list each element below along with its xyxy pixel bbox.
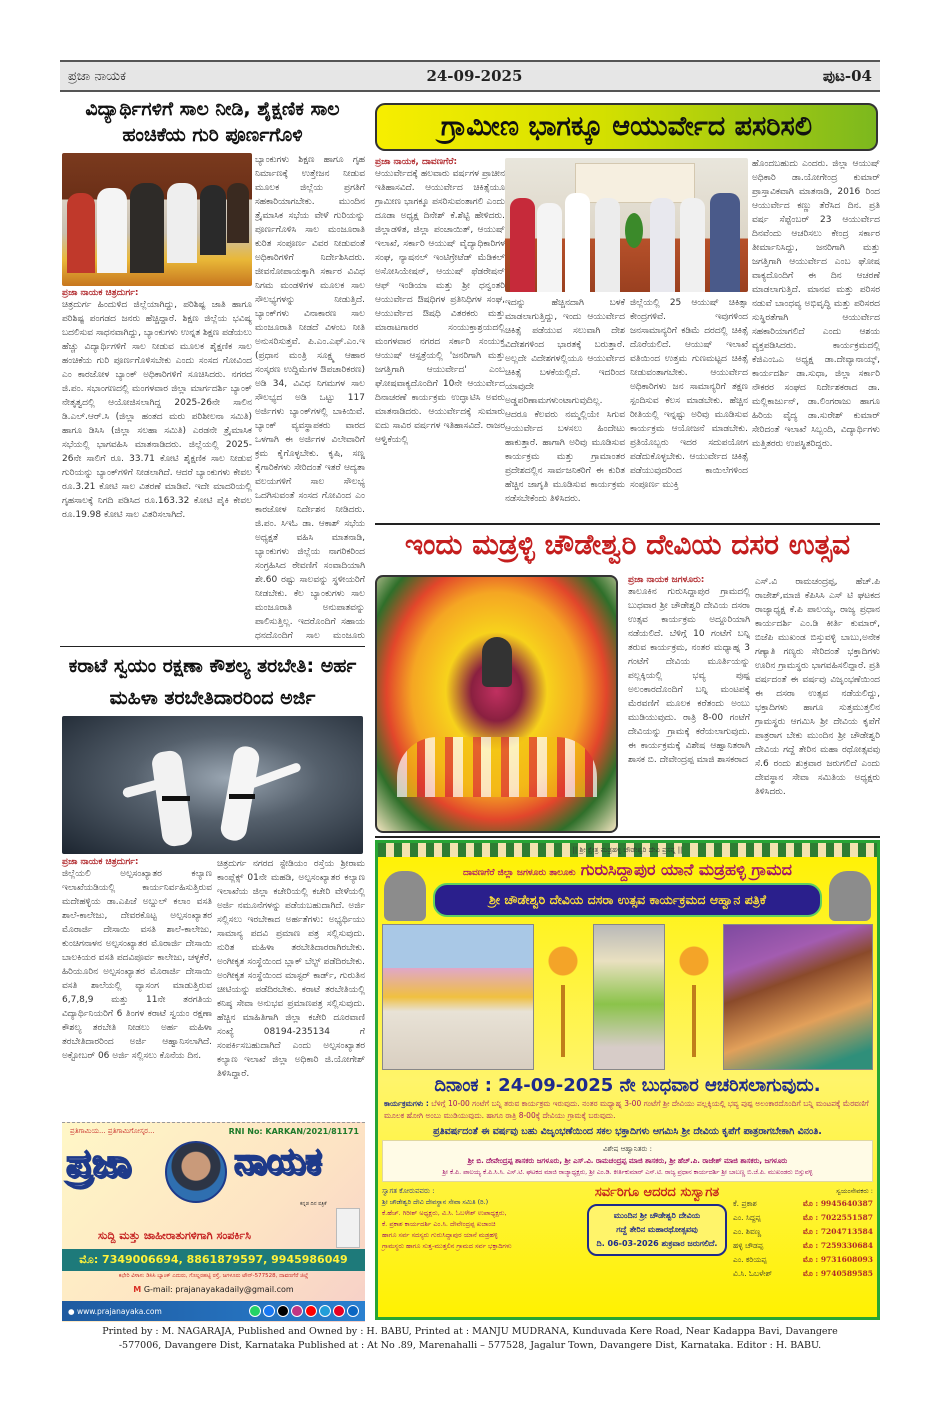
next-event-line: ಗದ್ದೆ ತೇರಿನ ಮಹಾರಥೋತ್ಸವವು xyxy=(616,1225,698,1234)
ad-welcome: ಸರ್ವರಿಗೂ ಆದರದ ಸುಸ್ವಾಗತ xyxy=(594,1185,720,1200)
ad-program-text: ಬೆಳಿಗ್ಗೆ 10-00 ಗಂಟೆಗೆ ಬನ್ನಿ ತರುವ ಕಾರ್ಯಕ್ರಮ ಇರುವುದು. ನಂತರ ಮಧ್ಯಾಹ್ನ 3-00 ಗಂಟೆಗೆ ಶ್ರೀ ದೇವಿಯು ಪಲ್ಲಕ್ಕಿಯಲ್ಲಿ ಭವ್ಯ ಪುಷ್ಪ ಅಲಂಕಾರದೊಂದಿಗೆ ಬನ್ನಿ ಮಂಟಪಕ್ಕೆ ಮೆರವಣಿಗೆ ಮೂಲಕ ಹೋಗಿ ಅಂಬು ಮುಡಿಯುವುದು. ಹಾಗೂ ರಾತ್ರಿ 8-00ಕ್ಕೆ ದೇವಿಯು ಗ್ರಾಮಕ್ಕೆ ಬರುವುದು. xyxy=(384,1099,869,1120)
article-ayurveda-col4: ಹೊಂದಬಹುದು ಎಂದರು. ಜಿಲ್ಲಾ ಆಯುಷ್ ಅಧಿಕಾರಿ ಡಾ.ಯೋಗೇಂದ್ರ ಕುಮಾರ್ ಪ್ರಾಸ್ತಾವಿಕವಾಗಿ ಮಾತನಾಡಿ, 2016 ರಿಂದ ಆಯುರ್ವೇದ ಕಣ್ಣು ತೆರೆಸಿದ ದಿನ. ಪ್ರತಿ ವರ್ಷ ಸೆಪ್ಟೆಂಬರ್ 23 ಆಯುರ್ವೇದ ದಿನವೆಂದು ಆಚರಿಸಲು ಕೇಂದ್ರ ಸರ್ಕಾರ ತೀರ್ಮಾನಿಸಿದ್ದು, ಜನರಿಗಾಗಿ ಮತ್ತು ಜಗತ್ತಿಗಾಗಿ ಆಯುರ್ವೇದ ಎಂಬ ಘೋಷ ವಾಕ್ಯದೊಂದಿಗೆ ಈ ದಿನ ಆಚರಣೆ ಮಾಡಲಾಗುತ್ತಿದೆ. ಮಾನವ ಮತ್ತು ಪರಿಸರ ನಡುವೆ ಬಾಂಧವ್ಯ ಅಭಿವೃದ್ಧಿ ಮತ್ತು ಪರಿಸರದ ಸುಸ್ಥಿರತೆಗಾಗಿ ಆಯುರ್ವೇದ ಸಹಕಾರಿಯಾಗಲಿದೆ ಎಂದು ಆಶಯ ವ್ಯಕ್ತಪಡಿಸಿದರು. ಕಾರ್ಯಕ್ರಮದಲ್ಲಿ ಕೆಜಿಎಂಒಎ ಅಧ್ಯಕ್ಷ ಡಾ.ದೇವ್ಯಾನಾಯ್ಕ್, ಕಾರ್ಯದರ್ಶಿ ಡಾ.ಸುಧಾ, ಜಿಲ್ಲಾ ಸರ್ಕಾರಿ ನೌಕರರ ಸಂಘದ ನಿರ್ದೇಶಕರಾದ ಡಾ. ಮಲ್ಲಿಕಾರ್ಜುನ್, ಡಾ.ಲಿಂಗರಾಜು ಹಾಗೂ ಹಿರಿಯ ವೈದ್ಯ ಡಾ.ಸುರೇಶ್ ಕುಮಾರ್ ಸೇರಿದಂತೆ ಇಲಾಖೆ ಸಿಬ್ಬಂದಿ, ವಿದ್ಯಾರ್ಥಿಗಳು ಮತ್ತಿತರರು ಉಪಸ್ಥಿತರಿದ್ದರು. xyxy=(752,159,880,449)
contact-row xyxy=(733,1267,873,1281)
section-divider xyxy=(60,646,365,647)
ad-rni: RNI No: KARKAN/2021/81171 xyxy=(228,1127,359,1136)
contact-phone: ಮೊ : 9731608093 xyxy=(802,1255,873,1264)
next-event-line: ಮುಂದಿನ ಶ್ರೀ ಚೌಡೇಶ್ವರಿ ದೇವಿಯ xyxy=(613,1211,701,1220)
ad-bottom xyxy=(378,1185,877,1281)
headline-text: ಗ್ರಾಮೀಣ ಭಾಗಕ್ಕೂ ಆಯುರ್ವೇದ ಪಸರಿಸಲಿ xyxy=(440,111,813,142)
ad-title xyxy=(433,883,822,917)
ad-website-bar xyxy=(62,1301,365,1321)
gmail-icon: M xyxy=(133,1285,142,1294)
social-icons xyxy=(249,1305,359,1317)
facebook-icon[interactable] xyxy=(263,1305,275,1317)
ad-contact-prompt: ಸುದ್ದಿ ಮತ್ತು ಜಾಹೀರಾತುಗಳಿಗಾಗಿ ಸಂಪರ್ಕಿಸಿ xyxy=(98,1229,251,1242)
karate-photo xyxy=(62,716,363,854)
byline: ಪ್ರಜಾ ನಾಯಕ, ದಾವಣಗೆರೆ: xyxy=(375,157,458,167)
contact-name: ಎಂ. ಸಿದ್ದಪ್ಪ xyxy=(733,1213,761,1222)
article-dasara-col1-wrap xyxy=(628,575,750,830)
page-number: ಪುಟ-04 xyxy=(822,67,872,85)
ad-blessing: || ಶ್ರೀ ಕ್ಷೇತ್ರ ಮಡ್ರಹಳ್ಳಿ ಚೌಡೇಶ್ವರಿ ದೇವಿ ಪ್ರಸನ್ನ || xyxy=(378,843,877,857)
contact-row xyxy=(733,1225,873,1239)
ad-hosts-label: ಸ್ವಾಗತ ಕೋರುವವರು : xyxy=(382,1187,435,1195)
ad-location xyxy=(378,860,877,880)
contact-name: ಕೆ. ಪ್ರಕಾಶ xyxy=(733,1199,757,1208)
ambedkar-portrait xyxy=(165,1141,227,1203)
article-loan-col1: ಚಿತ್ರದುರ್ಗ ಹಿಂದುಳಿದ ಜಿಲ್ಲೆಯಾಗಿದ್ದು, ಪರಿಶಿಷ್ಟ ಜಾತಿ ಹಾಗೂ ಪರಿಶಿಷ್ಟ ಪಂಗಡದ ಜನರು ಹೆಚ್ಚಿದ್ದಾರೆ. ಶಿಕ್ಷಣ ಜಿಲ್ಲೆಯ ಭವಿಷ್ಯ ಬದಲಿಸುವ ಸಾಧನವಾಗಿದ್ದು, ಬ್ಯಾಂಕುಗಳು ಉನ್ನತ ಶಿಕ್ಷಣ ಪಡೆಯಲು ಹೆಚ್ಚು ವಿದ್ಯಾರ್ಥಿಗಳಿಗೆ ಸಾಲ ನೀಡುವ ಮೂಲಕ ಶೈಕ್ಷಣಿಕ ಸಾಲ ಹಂಚಿಕೆಯ ಗುರಿ ಪೂರ್ಣಗೊಳಿಸಬೇಕು ಎಂದು ಸಂಸದ ಗೋವಿಂದ ಎಂ ಕಾರಜೋಳ ಬ್ಯಾಂಕ್ ಅಧಿಕಾರಿಗಳಿಗೆ ಸೂಚಿಸಿದರು. ನಗರದ ಜಿ.ಪಂ. ಸಭಾಂಗಣದಲ್ಲಿ ಮಂಗಳವಾರ ಜಿಲ್ಲಾ ಮಾರ್ಗದರ್ಶಿ ಬ್ಯಾಂಕ್ ನೇತೃತ್ವದಲ್ಲಿ ಆಯೋಜಿಸಲಾಗಿದ್ದ 2025-26ನೇ ಸಾಲಿನ ಡಿ.ಎಲ್.ಆರ್.ಸಿ (ಜಿಲ್ಲಾ ಹಂತದ ಮರು ಪರಿಶೀಲನಾ ಸಮಿತಿ) ಹಾಗೂ ಡಿಸಿಸಿ (ಜಿಲ್ಲಾ ಸಲಹಾ ಸಮಿತಿ) ಎರಡನೇ ತ್ರೈಮಾಸಿಕ ಸಭೆಯಲ್ಲಿ ಭಾಗವಹಿಸಿ ಮಾತನಾಡಿದರು. ಜಿಲ್ಲೆಯಲ್ಲಿ 2025-26ನೇ ಸಾಲಿಗೆ ರೂ. 33.71 ಕೋಟಿ ಶೈಕ್ಷಣಿಕ ಸಾಲ ನೀಡುವ ಗುರಿಯನ್ನು ಬ್ಯಾಂಕ್‌ಗಳಿಗೆ ನೀಡಲಾಗಿದೆ. ಆದರೆ ಬ್ಯಾಂಕುಗಳು ಕೇವಲ ರೂ.3.21 ಕೋಟಿ ಸಾಲ ವಿತರಣೆ ಮಾಡಿವೆ. ಇದೇ ಮಾದರಿಯಲ್ಲಿ ಗೃಹಸಾಲಕ್ಕೆ ನಿಗದಿ ಪಡಿಸಿದ ರೂ.163.32 ಕೋಟಿ ಪೈಕಿ ಕೇವಲ ರೂ.19.98 ಕೋಟಿ ಸಾಲ ವಿತರಿಸಲಾಗಿದೆ. xyxy=(62,300,252,520)
ayurveda-event-photo xyxy=(505,158,748,292)
imprint-line2: -577006, Davangere Dist, Karnataka Published at : At No .89, Marenahalli – 577528, Jagalur Town, Davangere Dist, Karnataka. Editor : H. BABU. xyxy=(118,1340,822,1351)
website-link[interactable] xyxy=(68,1307,162,1316)
next-event-line: ದಿ. 06-03-2026 ಶುಕ್ರವಾರ ಜರುಗಲಿದೆ. xyxy=(596,1239,718,1248)
ad-date-line: ದಿನಾಂಕ : 24-09-2025 ನೇ ಬುಧವಾರ ಆಚರಿಸಲಾಗುವುದು. xyxy=(434,1075,821,1096)
meeting-photo xyxy=(62,153,252,286)
ad-location-small: ದಾವಣಗೆರೆ ಜಿಲ್ಲಾ ಜಗಳೂರು ತಾಲೂಕು xyxy=(463,868,576,878)
article-dasara-col1: ತಾಲೂಕಿನ ಗುರುಸಿದ್ದಾಪುರ ಗ್ರಾಮದಲ್ಲಿ ಬುಧವಾರ ಶ್ರೀ ಚೌಡೇಶ್ವರಿ ದೇವಿಯ ದಸರಾ ಉತ್ಸವ ಕಾರ್ಯಕ್ರಮ ಅದ್ದೂರಿಯಾಗಿ ನಡೆಯಲಿದೆ. ಬೆಳಿಗ್ಗೆ 10 ಗಂಟೆಗೆ ಬನ್ನಿ ತರುವ ಕಾರ್ಯಕ್ರಮ, ನಂತರ ಮಧ್ಯಾಹ್ನ 3 ಗಂಟೆಗೆ ದೇವಿಯ ಮೂರ್ತಿಯನ್ನು ಪಲ್ಲಕ್ಕಿಯಲ್ಲಿ ಭವ್ಯ ಪುಷ್ಪ ಅಲಂಕಾರದೊಂದಿಗೆ ಬನ್ನಿ ಮಂಟಪಕ್ಕೆ ಮೆರವಣಿಗೆ ಮೂಲಕ ಕರೆತಂದು ಅಂಬು ಮುಡಿಯುವುದು. ರಾತ್ರಿ 8-00 ಗಂಟೆಗೆ ದೇವಿಯನ್ನು ಗ್ರಾಮಕ್ಕೆ ಕರೆಯಲಾಗುವುದು. ಈ ಕಾರ್ಯಕ್ರಮಕ್ಕೆ ವಿಶೇಷ ಆಹ್ವಾನಿತರಾಗಿ ಶಾಸಕ ಬಿ. ದೇವೇಂದ್ರಪ್ಪ ಮಾಜಿ ಶಾಸಕರಾದ xyxy=(628,587,750,765)
ad-program xyxy=(378,1096,877,1124)
masthead xyxy=(60,60,880,92)
contact-name: ಎಂ. ಶಿವಣ್ಣ xyxy=(733,1227,762,1236)
contact-phone: ಮೊ : 7204713584 xyxy=(802,1227,873,1236)
host-line: ಕೆ.ಹೆಚ್. ಗಿರೀಶ್ ಅಧ್ಯಕ್ಷರು, ವಿ.ಸಿ. ಓಬಳೇಶ್ ಉಪಾಧ್ಯಕ್ಷರು, xyxy=(382,1209,507,1217)
dasara-invitation-ad xyxy=(375,840,880,1320)
article-dasara-col2: ಎಸ್.ವಿ ರಾಮಚಂದ್ರಪ್ಪ, ಹೆಚ್.ಪಿ ರಾಜೇಶ್,ಮಾಜಿ ಕೆಪಿಸಿಸಿ ಎಸ್ ಟಿ ಘಟಕದ ರಾಜ್ಯಾಧ್ಯಕ್ಷ ಕೆ.ಪಿ ಪಾಲಯ್ಯ, ರಾಜ್ಯ ಪ್ರಧಾನ ಕಾರ್ಯದರ್ಶಿ ಎಂ.ಡಿ ಕೀರ್ತಿ ಕುಮಾರ್, ಬಿಜೆಪಿ ಮುಖಂಡ ಬಿಸ್ತುವಳ್ಳಿ ಬಾಬು,ಅನೇಕ ಗಣ್ಯಾತಿ ಗಣ್ಯರು ಸೇರಿದಂತೆ ಭಕ್ತಾದಿಗಳು ಊರಿನ ಗ್ರಾಮಸ್ಥರು ಭಾಗವಹಿಸಲಿದ್ದಾರೆ. ಪ್ರತಿ ವರ್ಷದಂತೆ ಈ ವರ್ಷವು ವಿಜೃಂಭಣೆಯಿಂದ ಈ ದಸರಾ ಉತ್ಸವ ನಡೆಯಲಿದ್ದು, ಭಕ್ತಾದಿಗಳು ಹಾಗೂ ಸುತ್ತಮುತ್ತಲಿನ ಗ್ರಾಮಸ್ಥರು ಆಗಮಿಸಿ ಶ್ರೀ ದೇವಿಯ ಕೃಪೆಗೆ ಪಾತ್ರರಾಗ ಬೇಕು ಮುಂದಿನ ಶ್ರೀ ಚೌಡೇಶ್ವರಿ ದೇವಿಯ ಗದ್ದೆ ತೇರಿನ ಮಹಾ ರಥೋತ್ಸವವು ಸೆ.6 ರಂದು ಶುಕ್ರವಾರ ಜರುಗಲಿದೆ ಎಂದು ದೇವಸ್ಥಾನ ಸೇವಾ ಸಮಿತಿಯ ಅಧ್ಯಕ್ಷರು ತಿಳಿಸಿದರು. xyxy=(755,577,880,797)
ad-next-event xyxy=(587,1204,727,1256)
ad-sub-logo: ಕನ್ನಡ ದಿನ ಪತ್ರಿಕೆ xyxy=(300,1201,327,1207)
ad-tagline: ಪ್ರತಿಗಾಮಿಯ... ಪ್ರತಿಗಾಮಿಗೋಸ್ಕರ... xyxy=(70,1127,155,1135)
ad-email-text[interactable]: G-mail: prajanayakadaily@gmail.com xyxy=(143,1285,294,1294)
ad-address: ಕಛೇರಿ ವಿಳಾಸ: ಡಿಸಿಸಿ ಬ್ಯಾಂಕ್ ಎದುರು, ಗೊಲ್ಲರಹಟ್ಟಿ ರಸ್ತೆ, ಜಗಳೂರು ಟೌನ್-577528, ದಾವಣಗೆರೆ ಜಿಲ್ಲೆ xyxy=(118,1273,309,1279)
article-dasara-headline: ಇಂದು ಮಡ್ರಳ್ಳಿ ಚೌಡೇಶ್ವರಿ ದೇವಿಯ ದಸರ ಉತ್ಸವ xyxy=(404,528,851,561)
tree-shrine-photo xyxy=(723,924,873,1070)
contact-phone: ಮೊ : 9945640387 xyxy=(802,1199,873,1208)
linkedin-icon[interactable] xyxy=(347,1305,359,1317)
contact-row xyxy=(733,1253,873,1267)
ad-hosts xyxy=(382,1185,587,1281)
issue-date: 24-09-2025 xyxy=(426,67,523,85)
article-loan-body xyxy=(62,288,252,638)
deity-photo xyxy=(375,575,618,833)
whatsapp-icon[interactable] xyxy=(249,1305,261,1317)
ad-location-big: ಗುರುಸಿದ್ದಾಪುರ ಯಾನೆ ಮಡ್ರಹಳ್ಳಿ ಗ್ರಾಮದ xyxy=(580,860,792,879)
logo-left: ಪ್ರಜಾ xyxy=(66,1141,131,1185)
ad-program-label: ಕಾರ್ಯಕ್ರಮಗಳು : xyxy=(384,1099,429,1108)
host-line: ಶ್ರೀ ಚೌಡೇಶ್ವರಿ ದೇವಿ ದೇವಸ್ಥಾನ ಸೇವಾ ಸಮಿತಿ (ರಿ.) xyxy=(382,1198,489,1206)
article-loan xyxy=(60,96,365,148)
contact-row xyxy=(733,1239,873,1253)
ad-appeal: ಪ್ರತಿವರ್ಷದಂತೆ ಈ ವರ್ಷವು ಬಹು ವಿಜೃಂಭಣೆಯಿಂದ ಸಕಲ ಭಕ್ತಾದಿಗಳು ಆಗಮಿಸಿ ಶ್ರೀ ದೇವಿಯ ಕೃಪೆಗೆ ಪಾತ್ರರಾಗಬೇಕಾಗಿ ವಿನಂತಿ. xyxy=(433,1126,822,1137)
imprint-line1: Printed by : M. NAGARAJA, Published and Owned by : H. BABU, Printed at : MANJU MUDRANA, Kunduvada Kere Road, Near Kadappa Bavi, Davangere xyxy=(102,1326,838,1337)
contact-name: ವಿ.ಸಿ. ಓಬಳೇಶ್ xyxy=(733,1269,773,1278)
article-karate-headline: ಕರಾಟೆ ಸ್ವಯಂ ರಕ್ಷಣಾ ಕೌಶಲ್ಯ ತರಬೇತಿ: ಅರ್ಹ ಮಹಿಳಾ ತರಬೇತಿದಾರರಿಂದ ಅರ್ಜಿ xyxy=(68,655,357,709)
article-ayurveda-headline xyxy=(375,103,878,151)
host-line: ಕೆ. ಪ್ರಕಾಶ ಕಾರ್ಯದರ್ಶಿ ಎಂ.ಸಿ. ದೇವೇಂದ್ರಪ್ಪ ಖಜಾಂಚಿ xyxy=(382,1220,496,1228)
article-ayurveda-col1: ಆಯುರ್ವೇದಕ್ಕೆ ಹಲವಾರು ವರ್ಷಗಳ ಪ್ರಾಚೀನ ಇತಿಹಾಸವಿದೆ. ಆಯುರ್ವೇದ ಚಿಕಿತ್ಸೆಯೂ ಗ್ರಾಮೀಣ ಭಾಗಕ್ಕೂ ಪಸರಿಸುವಂತಾಗಲಿ ಎಂದು ದೂಡಾ ಅಧ್ಯಕ್ಷ ದಿನೇಶ್ ಕೆ.ಶೆಟ್ಟಿ ಹೇಳಿದರು. ಜಿಲ್ಲಾಡಳಿತ, ಜಿಲ್ಲಾ ಪಂಚಾಯಿತ್, ಆಯುಷ್ ಇಲಾಖೆ, ಸರ್ಕಾರಿ ಆಯುಷ್ ವೈದ್ಯಾಧಿಕಾರಿಗಳ ಸಂಘ, ನ್ಯಾಷನಲ್ ಇಂಟಿಗ್ರೇಟೆಡ್ ಮೆಡಿಕಲ್ ಅಸೋಸಿಯೇಷನ್, ಆಯುಷ್ ಫೆಡರೇಷನ್ ಆಫ್ ಇಂಡಿಯಾ ಮತ್ತು ಶ್ರೀ ಧನ್ವಂತರಿ ಆಯುರ್ವೇದ ಔಷಧಿಗಳ ಪ್ರತಿನಿಧಿಗಳ ಸಂಘ, ಆಯುರ್ವೇದ ಔಷಧಿ ವಿತರಕರು ಮತ್ತು ಮಾರಾಟಗಾರರ ಸಂಯುಕ್ತಾಶ್ರಯದಲ್ಲಿ ಮಂಗಳವಾರ ನಗರದ ಸರ್ಕಾರಿ ಸಂಯುಕ್ತ ಆಯುಷ್ ಆಸ್ಪತ್ರೆಯಲ್ಲಿ 'ಜನರಿಗಾಗಿ ಮತ್ತು ಜಗತ್ತಿಗಾಗಿ ಆಯುರ್ವೇದ' ಎಂಬ ಘೋಷವಾಕ್ಯದೊಂದಿಗೆ 10ನೇ ಆಯುರ್ವೇದ ದಿನಾಚರಣೆ ಕಾರ್ಯಕ್ರಮ ಉದ್ಘಾಟಿಸಿ ಅವರು ಮಾತನಾಡಿದರು. ಆಯುರ್ವೇದಕ್ಕೆ ಸುಮಾರು ಐದು ಸಾವಿರ ವರ್ಷಗಳ ಇತಿಹಾಸವಿದೆ. ರಾಜರ ಆಳ್ವಿಕೆಯಲ್ಲಿ xyxy=(375,169,505,445)
contact-phone: ಮೊ : 7259330684 xyxy=(802,1241,873,1250)
ad-contacts-list xyxy=(733,1197,873,1281)
youtube-icon[interactable] xyxy=(305,1305,317,1317)
instagram-icon[interactable] xyxy=(291,1305,303,1317)
contact-row xyxy=(733,1211,873,1225)
article-ayurveda-col3: ಜಿಲ್ಲೆಯಲ್ಲಿ 25 ಆಯುಷ್ ಚಿಕಿತ್ಸಾ ಕೇಂದ್ರಗಳಿವೆ. ಇವುಗಳಿಂದ ಜನಸಾಮಾನ್ಯರಿಗೆ ಕಡಿಮೆ ದರದಲ್ಲಿ ಚಿಕಿತ್ಸೆ ದೊರೆಯಲಿದೆ. ಆಯುಷ್ ಇಲಾಖೆ ವತಿಯಿಂದ ಉತ್ತಮ ಗುಣಮಟ್ಟದ ಚಿಕಿತ್ಸೆ ನೀಡುವಂತಾಗಬೇಕು. ಆಯುರ್ವೇದ ಅಧಿಕಾರಿಗಳು ಜನ ಸಾಮಾನ್ಯರಿಗೆ ತಕ್ಷಣ ಸ್ಪಂದಿಸುವ ಕೆಲಸ ಮಾಡಬೇಕು. ಹೆಚ್ಚಿನ ರೀತಿಯಲ್ಲಿ ಇನ್ನಷ್ಟು ಅರಿವು ಮೂಡಿಸುವ ಕಾರ್ಯಕ್ರಮ ಆಯೋಜನೆ ಮಾಡಬೇಕು. ಪ್ರತಿಯೊಬ್ಬರು ಇದರ ಸದುಪಯೋಗ ಪಡೆದುಕೊಳ್ಳಬೇಕು. ಆಯುರ್ವೇದ ಚಿಕಿತ್ಸೆ ಪಡೆಯುವುದರಿಂದ ಕಾಯಿಲೆಗಳಿಂದ ಸಂಪೂರ್ಣ ಮುಕ್ತಿ xyxy=(630,298,748,490)
article-karate-col2: ಚಿತ್ರದುರ್ಗ ನಗರದ ಸ್ಟೇಡಿಯಂ ರಸ್ತೆಯ ಶ್ರೀರಾಮ ಕಾಂಪ್ಲೆಕ್ಸ್ 01ನೇ ಮಹಡಿ, ಅಲ್ಪಸಂಖ್ಯಾತರ ಕಲ್ಯಾಣ ಇಲಾಖೆಯ ಜಿಲ್ಲಾ ಕಚೇರಿಯಲ್ಲಿ ಕಚೇರಿ ವೇಳೆಯಲ್ಲಿ ಅರ್ಜಿ ನಮೂನೆಗಳನ್ನು ಪಡೆಯಬಹುದಾಗಿದೆ. ಅರ್ಜಿ ಸಲ್ಲಿಸಲು ಇರಬೇಕಾದ ಅರ್ಹತೆಗಳು: ಅಭ್ಯರ್ಥಿಯು ಸಾಮಾನ್ಯ ಪದವಿ ಪ್ರಮಾಣ ಪತ್ರ ಸಲ್ಲಿಸುವುದು. ನುರಿತ ಮಹಿಳಾ ತರಬೇತಿದಾರರಾಗಿರಬೇಕು. ಅಂಗೀಕೃತ ಸಂಸ್ಥೆಯಿಂದ ಬ್ಲಾಕ್ ಬೆಲ್ಟ್ ಪಡೆದಿರಬೇಕು. ಅಂಗೀಕೃತ ಸಂಸ್ಥೆಯಿಂದ ಮಾಸ್ಟರ್ ಕಾರ್ಡ್, ಗುರುತಿನ ಚೀಟಿಯನ್ನು ಪಡೆದಿರಬೇಕು. ಕರಾಟೆ ತರಬೇತಿಯಲ್ಲಿ ಕನಿಷ್ಠ ಸೇವಾ ಅನುಭವ ಪ್ರಮಾಣಪತ್ರ ಸಲ್ಲಿಸುವುದು. ಹೆಚ್ಚಿನ ಮಾಹಿತಿಗಾಗಿ ಜಿಲ್ಲಾ ಕಚೇರಿ ದೂರವಾಣಿ ಸಂಖ್ಯೆ 08194-235134 ಗೆ ಸಂಪರ್ಕಿಸಬಹುದಾಗಿದೆ ಎಂದು ಅಲ್ಪಸಂಖ್ಯಾತರ ಕಲ್ಯಾಣ ಇಲಾಖೆ ಜಿಲ್ಲಾ ಅಧಿಕಾರಿ ಜಿ.ಯೋಗೇಶ್ ತಿಳಿಸಿದ್ದಾರೆ. xyxy=(217,859,365,1079)
section-divider xyxy=(375,836,880,838)
ad-photos xyxy=(382,923,873,1071)
pinterest-icon[interactable] xyxy=(333,1305,345,1317)
article-ayurveda-col2: ಇದನ್ನು ಹೆಚ್ಚಿನದಾಗಿ ಬಳಕೆ ಮಾಡಲಾಗುತ್ತಿದ್ದು, ಇಂದು ಆಯುರ್ವೇದ ಚಿಕಿತ್ಸೆ ಪಡೆಯುವ ಸಲುವಾಗಿ ದೇಶ ವಿದೇಶಗಳಿಂದ ಭಾರತಕ್ಕೆ ಬರುತ್ತಾರೆ. ಅಲ್ಲದೇ ವಿದೇಶಗಳಲ್ಲಿಯೂ ಆಯುರ್ವೇದ ಚಿಕಿತ್ಸೆ ಬಳಕೆಯಲ್ಲಿದೆ. ಇದರಿಂದ ಯಾವುದೇ ಅಡ್ಡಪರಿಣಾಮಗಳುಂಟಾಗುವುದಿಲ್ಲ. ಆದರೂ ಕೆಲವರು ನಮ್ಮಲ್ಲಿಯೇ ಸಿಗುವ ಆಯುರ್ವೇದ ಬಳಸಲು ಹಿಂದೇಟು ಹಾಕುತ್ತಾರೆ. ಹಾಗಾಗಿ ಅರಿವು ಮೂಡಿಸುವ ಕಾರ್ಯಕ್ರಮ ಮತ್ತು ಗ್ರಾಮಾಂತರ ಪ್ರದೇಶದಲ್ಲಿನ ಸಾರ್ವಜನಿಕರಿಗೆ ಈ ಕುರಿತ ಹೆಚ್ಚಿನ ಜಾಗೃತಿ ಮೂಡಿಸುವ ಕಾರ್ಯಕ್ರಮ ನಡೆಸಬೇಕೆಂದು ತಿಳಿಸಿದರು. xyxy=(505,298,625,504)
byline: ಪ್ರಜಾ ನಾಯಕ ಚಿತ್ರದುರ್ಗ: xyxy=(62,288,139,298)
host-line: ಗ್ರಾಮಸ್ಥರು ಹಾಗೂ ಸುತ್ತ-ಮುತ್ತಲಿನ ಗ್ರಾಮದ ಸರ್ವ ಭಕ್ತಾದಿಗಳು xyxy=(382,1242,512,1250)
ad-contacts-label: ಸ್ವಯಂಸೇವಕರು : xyxy=(836,1187,873,1195)
elephant-left-icon xyxy=(384,871,426,921)
ad-guests-line1: ಶ್ರೀ ಬಿ. ದೇವೇಂದ್ರಪ್ಪ ಶಾಸಕರು ಜಗಳೂರು, ಶ್ರೀ ಎಸ್.ವಿ. ರಾಮಚಂದ್ರಪ್ಪ ಮಾಜಿ ಶಾಸಕರು, ಶ್ರೀ ಹೆಚ್.ಪಿ. ರಾಜೇಶ್ ಮಾಜಿ ಶಾಸಕರು, ಜಗಳೂರು xyxy=(467,1157,788,1165)
host-line: ಹಾಗೂ ಸರ್ವ ಸದಸ್ಯರು ಗುರುಸಿದ್ದಾಪುರ ಯಾನೆ ಮಡ್ರಹಳ್ಳಿ xyxy=(382,1231,498,1239)
x-icon[interactable] xyxy=(277,1305,289,1317)
byline: ಪ್ರಜಾ ನಾಯಕ ಚಿತ್ರದುರ್ಗ: xyxy=(62,857,139,867)
article-ayurveda-col1-wrap xyxy=(375,157,505,517)
ad-welcome-block xyxy=(587,1185,727,1281)
website-text: www.prajanayaka.com xyxy=(76,1306,162,1316)
imprint-footer xyxy=(60,1325,880,1353)
ad-hosts-list xyxy=(382,1197,587,1252)
byline: ಪ್ರಜಾ ನಾಯಕ ಜಗಳೂರು: xyxy=(628,575,705,585)
newspaper-thumbnail xyxy=(336,1208,360,1248)
ad-guests xyxy=(382,1140,873,1182)
lamp-icon xyxy=(543,937,583,1057)
logo-right: ನಾಯಕ xyxy=(234,1141,322,1182)
contact-phone: ಮೊ : 9740589585 xyxy=(802,1269,873,1278)
contact-row xyxy=(733,1197,873,1211)
contact-phone: ಮೊ : 7022551587 xyxy=(802,1213,873,1222)
ad-contacts xyxy=(727,1185,873,1281)
prajanayaka-ad xyxy=(62,1122,365,1322)
ad-email xyxy=(62,1285,365,1294)
telegram-icon[interactable] xyxy=(319,1305,331,1317)
idol-photo xyxy=(593,924,665,1070)
ad-guests-label: ವಿಶೇಷ ಆಹ್ವಾನಿತರು : xyxy=(603,1145,652,1153)
ad-phones: ಮೊ: 7349006694, 8861879597, 9945986049 xyxy=(62,1249,365,1271)
article-karate-col1: ಜಿಲ್ಲೆಯಲಿ ಅಲ್ಪಸಂಖ್ಯಾತರ ಕಲ್ಯಾಣ ಇಲಾಖೆಯಡಿಯಲ್ಲಿ ಕಾರ್ಯನಿರ್ವಹಿಸುತ್ತಿರುವ ಮದೇಹಳ್ಳಿಯ ಡಾ.ಎಪಿಜೆ ಅಬ್ದುಲ್ ಕಲಾಂ ವಸತಿ ಶಾಲೆ-ಕಾಲೇಜು, ದೇವರಕೊಟ್ಟ ಅಲ್ಪಸಂಖ್ಯಾತರ ಮೊರಾರ್ಜಿ ದೇಸಾಯಿ ವಸತಿ ಶಾಲೆ-ಕಾಲೇಜು, ಕುಂಚಿಗನಾಳನ ಅಲ್ಪಸಂಖ್ಯಾತರ ಮೊರಾರ್ಜಿ ದೇಸಾಯಿ ಬಾಲಕಿಯರ ವಸತಿ ಪದವಿಪೂರ್ವ ಕಾಲೇಜು, ಚಳ್ಳಕೆರೆ, ಹಿರಿಯೂರಿನ ಅಲ್ಪಸಂಖ್ಯಾತರ ಮೊರಾರ್ಜಿ ದೇಸಾಯಿ ವಸತಿ ಶಾಲೆಯಲ್ಲಿ ವ್ಯಾಸಂಗ ಮಾಡುತ್ತಿರುವ 6,7,8,9 ಮತ್ತು 11ನೇ ತರಗತಿಯ ವಿದ್ಯಾರ್ಥಿನಿಯರಿಗೆ 6 ತಿಂಗಳ ಕರಾಟೆ ಸ್ವಯಂ ರಕ್ಷಣಾ ಕೌಶಲ್ಯ ತರಬೇತಿ ನೀಡಲು ಅರ್ಹ ಮಹಿಳಾ ತರಬೇತಿದಾರರಿಂದ ಅರ್ಜಿ ಆಹ್ವಾನಿಸಲಾಗಿದೆ. ಅಕ್ಟೋಬರ್ 06 ಅರ್ಜಿ ಸಲ್ಲಿಸಲು ಕೊನೆಯ ದಿನ. xyxy=(62,869,212,1061)
article-headline: ವಿದ್ಯಾರ್ಥಿಗಳಿಗೆ ಸಾಲ ನೀಡಿ, ಶೈಕ್ಷಣಿಕ ಸಾಲ ಹಂಚಿಕೆಯ ಗುರಿ ಪೂರ್ಣಗೊಳಿ xyxy=(85,98,340,146)
elephant-right-icon xyxy=(829,871,871,921)
ad-title-text: ಶ್ರೀ ಚೌಡೇಶ್ವರಿ ದೇವಿಯ ದಸರಾ ಉತ್ಸವ ಕಾರ್ಯಕ್ರಮದ ಆಹ್ವಾನ ಪತ್ರಿಕೆ xyxy=(488,892,766,907)
paper-name: ಪ್ರಜಾ ನಾಯಕ xyxy=(68,68,126,84)
contact-name: ಹಳ್ಳಿ ಚೌಡಪ್ಪ xyxy=(733,1241,764,1250)
ad-guests-line2: ಶ್ರೀ ಕೆ.ಪಿ. ಪಾಲಯ್ಯ ಕೆ.ಪಿ.ಸಿ.ಸಿ. ಎಸ್.ಟಿ. ಘಟಕದ ಮಾಜಿ ರಾಜ್ಯಾಧ್ಯಕ್ಷರು, ಶ್ರೀ ಎಂ.ಡಿ. ಕೀರ್ತಿಕುಮಾರ್ ಎಸ್.ಟಿ. ರಾಜ್ಯ ಪ್ರಧಾನ ಕಾರ್ಯದರ್ಶಿ ಶ್ರೀ ಬಾಬಣ್ಣ ಬಿ.ಜೆ.ಪಿ. ಮುಖಂಡರು ಬಿಸ್ತುವಳ್ಳಿ xyxy=(442,1169,813,1176)
globe-icon: ● xyxy=(68,1306,75,1316)
lamp-icon xyxy=(674,937,714,1057)
article-loan-col2: ಬ್ಯಾಂಕುಗಳು ಶಿಕ್ಷಣ ಹಾಗೂ ಗೃಹ ನಿರ್ಮಾಣಕ್ಕೆ ಉತ್ತೇಜನ ನೀಡುವ ಮೂಲಕ ಜಿಲ್ಲೆಯ ಪ್ರಗತಿಗೆ ಸಹಕಾರಿಯಾಗಬೇಕು. ಮುಂದಿನ ತ್ರೈಮಾಸಿಕ ಸಭೆಯ ವೇಳೆ ಗುರಿಯನ್ನು ಪೂರ್ಣಗೊಳಿಸಿ ಸಾಲ ಮಂಜೂರಾತಿ ಕುರಿತ ಸಂಪೂರ್ಣ ವಿವರ ನೀಡುವಂತೆ ಅಧಿಕಾರಿಗಳಿಗೆ ನಿರ್ದೇಶಿಸಿದರು. ಜೀವನೋಪಾಯಕ್ಕಾಗಿ ಸರ್ಕಾರ ವಿವಿಧ ನಿಗಮ ಮಂಡಳಿಗಳ ಮೂಲಕ ಸಾಲ ಸೌಲಭ್ಯಗಳನ್ನು ನೀಡುತ್ತಿದೆ. ಬ್ಯಾಂಕ್‌ಗಳು ವಿನಾಕಾರಣ ಸಾಲ ಮಂಜೂರಾತಿ ನೀಡದೆ ವಿಳಂಬ ನೀತಿ ಅನುಸರಿಸುತ್ತವೆ. ಪಿ.ಎಂ.ಎಫ್.ಎಂ.ಇ (ಪ್ರಧಾನ ಮಂತ್ರಿ ಸೂಕ್ಷ್ಮ ಆಹಾರ ಸಂಸ್ಕರಣ ಉದ್ದಿಮೆಗಳ ಔಪಚಾರಿಕರಣ) ಅಡಿ 34, ವಿವಿಧ ನಿಗಮಗಳ ಸಾಲ ಸೌಲಭ್ಯದ ಅಡಿ ಒಟ್ಟು 117 ಅರ್ಜಿಗಳು ಬ್ಯಾಂಕ್‌ಗಳಲ್ಲಿ ಬಾಕಿಯಿವೆ. ಬ್ಯಾಂಕ್ ವ್ಯವಸ್ಥಾಪಕರು ವಾರದ ಒಳಗಾಗಿ ಈ ಅರ್ಜಿಗಳ ವಿಲೇವಾರಿಗೆ ಕ್ರಮ ಕೈಗೊಳ್ಳಬೇಕು. ಕೃಷಿ, ಸಣ್ಣ ಕೈಗಾರಿಕೆಗಳು ಸೇರಿದಂತೆ ಇತರೆ ಆದ್ಯತಾ ವಲಯಗಳಿಗೆ ಸಾಲ ಸೌಲಭ್ಯ ಒದಗಿಸುವಂತೆ ಸಂಸದ ಗೋವಿಂದ ಎಂ ಕಾರಜೋಳ ನಿರ್ದೇಶನ ನೀಡಿದರು. ಜಿ.ಪಂ. ಸಿಇಓ ಡಾ. ಆಕಾಶ್ ಸಭೆಯ ಅಧ್ಯಕ್ಷತೆ ವಹಿಸಿ ಮಾತನಾಡಿ, ಬ್ಯಾಂಕುಗಳು ಜಿಲ್ಲೆಯ ನಾಗರಿಕರಿಂದ ಸಂಗ್ರಹಿಸಿದ ಠೇವಣಿಗೆ ಸಂವಾದಿಯಾಗಿ ಶೇ.60 ರಷ್ಟು ಸಾಲವನ್ನು ಸ್ಥಳೀಯರಿಗೆ ನೀಡಬೇಕು. ಕೆಲ ಬ್ಯಾಂಕುಗಳು ಸಾಲ ಮಂಜೂರಾತಿ ಅನುಪಾತವನ್ನು ಪಾಲಿಸುತ್ತಿಲ್ಲ. ಇದರೊಂದಿಗೆ ಸಹಾಯ ಧನದೊಂದಿಗೆ ಸಾಲ ಮಂಜೂರು xyxy=(255,155,365,641)
article-karate-col1-wrap xyxy=(62,857,212,1117)
contact-name: ಎಂ. ಕರಿಯಪ್ಪ xyxy=(733,1255,767,1264)
section-divider xyxy=(375,523,880,525)
temple-photo xyxy=(382,924,534,1070)
